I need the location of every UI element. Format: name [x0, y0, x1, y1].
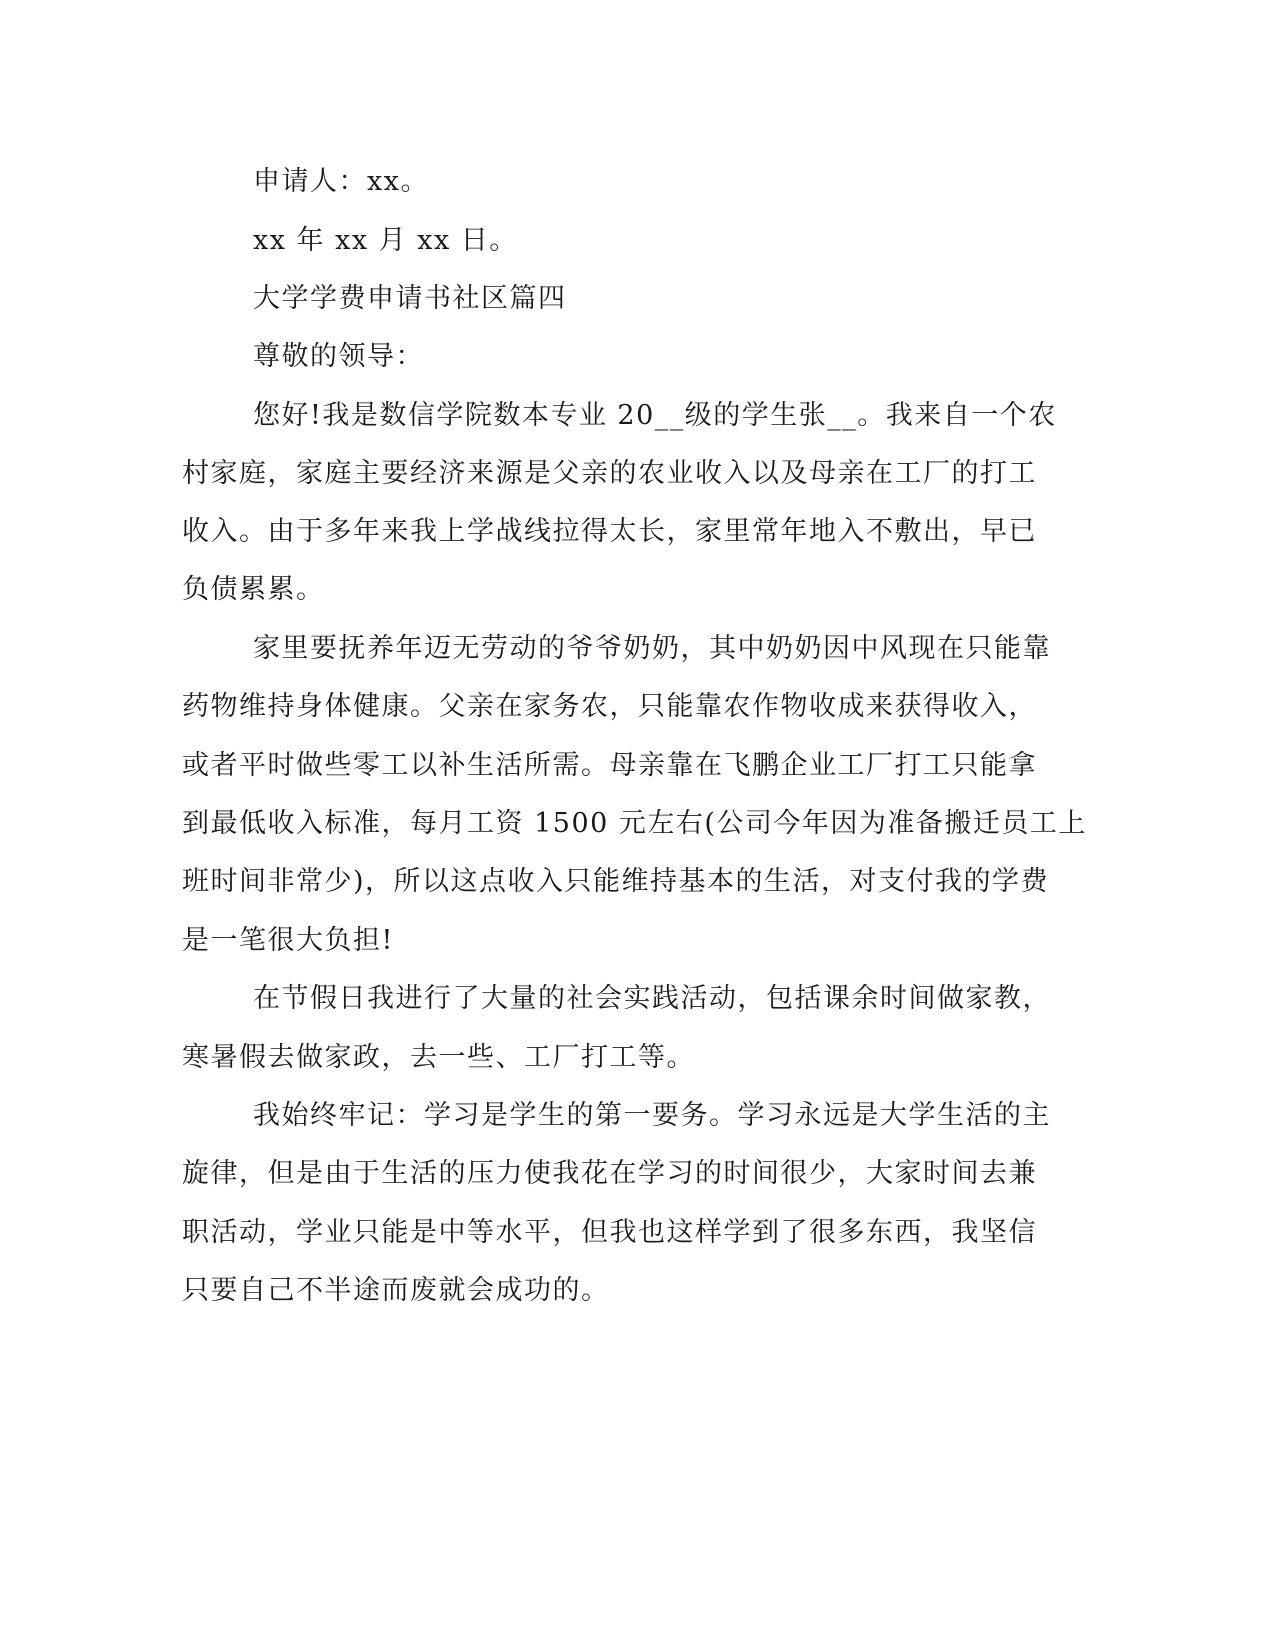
date-line: xx 年 xx 月 xx 日。 [253, 225, 518, 256]
paragraph-1-line-1: 您好!我是数信学院数本专业 20__级的学生张__。我来自一个农 [253, 400, 1057, 431]
paragraph-4-line-4: 只要自己不半途而废就会成功的。 [182, 1275, 610, 1306]
paragraph-2-line-4: 到最低收入标准，每月工资 1500 元左右(公司今年因为准备搬迁员工上 [182, 808, 1087, 839]
paragraph-2-line-5: 班时间非常少)，所以这点收入只能维持基本的生活，对支付我的学费 [182, 866, 1050, 897]
salutation: 尊敬的领导： [253, 341, 424, 372]
paragraph-1-line-2: 村家庭，家庭主要经济来源是父亲的农业收入以及母亲在工厂的打工 [182, 458, 1037, 489]
paragraph-1-line-4: 负债累累。 [182, 574, 325, 605]
paragraph-2-line-6: 是一笔很大负担! [182, 925, 394, 956]
paragraph-2-line-3: 或者平时做些零工以补生活所需。母亲靠在飞鹏企业工厂打工只能拿 [182, 750, 1037, 781]
paragraph-2-line-1: 家里要抚养年迈无劳动的爷爷奶奶，其中奶奶因中风现在只能靠 [253, 633, 1051, 664]
section-heading: 大学学费申请书社区篇四 [253, 283, 567, 314]
paragraph-4-line-3: 职活动，学业只能是中等水平，但我也这样学到了很多东西，我坚信 [182, 1217, 1037, 1248]
paragraph-1-line-3: 收入。由于多年来我上学战线拉得太长，家里常年地入不敷出，早已 [182, 516, 1037, 547]
paragraph-4-line-2: 旋律，但是由于生活的压力使我花在学习的时间很少，大家时间去兼 [182, 1158, 1037, 1189]
paragraph-4-line-1: 我始终牢记：学习是学生的第一要务。学习永远是大学生活的主 [253, 1100, 1051, 1131]
applicant-signature: 申请人：xx。 [253, 166, 429, 197]
paragraph-3-line-1: 在节假日我进行了大量的社会实践活动，包括课余时间做家教， [253, 983, 1051, 1014]
paragraph-3-line-2: 寒暑假去做家政，去一些、工厂打工等。 [182, 1042, 695, 1073]
paragraph-2-line-2: 药物维持身体健康。父亲在家务农，只能靠农作物收成来获得收入， [182, 691, 1037, 722]
